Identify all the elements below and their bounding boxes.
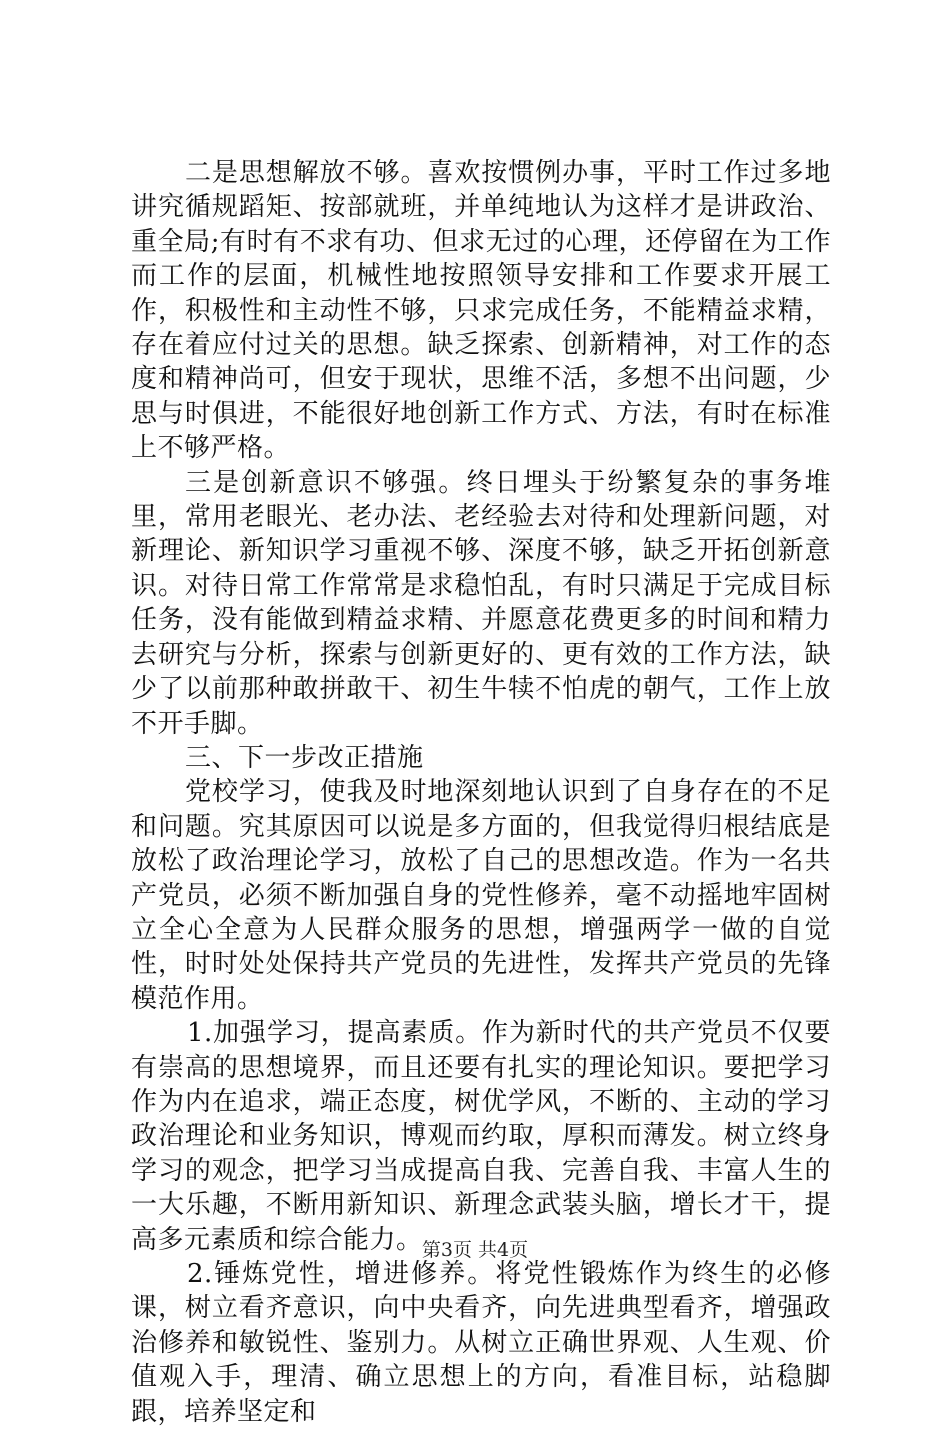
- page-footer: 第3页 共4页: [421, 1239, 529, 1261]
- paragraph-ideological-liberation: 二是思想解放不够。喜欢按惯例办事，平时工作过多地讲究循规蹈矩、按部就班，并单纯地认为这样才是讲政治、重全局;有时有不求有功、但求无过的心理，还停留在为工作而工作的层面，机械性地按照领导安排和工作要求开展工作，积极性和主动性不够，只求完成任务，不能精益求精，存在着应付过关的思想。缺乏探索、创新精神，对工作的态度和精神尚可，但安于现状，思维不活，多想不出问题，少思与时俱进，不能很好地创新工作方式、方法，有时在标准上不够严格。: [131, 158, 831, 464]
- paragraph-strengthen-study: 1.加强学习，提高素质。作为新时代的共产党员不仅要有崇高的思想境界，而且还要有扎实的理论知识。要把学习作为内在追求，端正态度，树优学风，不断的、主动的学习政治理论和业务知识，博观而约取，厚积而薄发。树立终身学习的观念，把学习当成提高自我、完善自我、丰富人生的一大乐趣，不断用新知识、新理念武装头脑，增长才干，提高多元素质和综合能力。: [131, 1018, 831, 1255]
- section-heading-next-steps: 三、下一步改正措施: [185, 742, 424, 773]
- paragraph-innovation-awareness: 三是创新意识不够强。终日埋头于纷繁复杂的事务堆里，常用老眼光、老办法、老经验去对待和处理新问题，对新理论、新知识学习重视不够、深度不够，缺乏开拓创新意识。对待日常工作常常是求稳怕乱，有时只满足于完成目标任务，没有能做到精益求精、并愿意花费更多的时间和精力去研究与分析，探索与创新更好的、更有效的工作方法，缺少了以前那种敢拼敢干、初生牛犊不怕虎的朝气，工作上放不开手脚。: [131, 467, 831, 739]
- paragraph-party-school-study: 党校学习，使我及时地深刻地认识到了自身存在的不足和问题。究其原因可以说是多方面的，但我觉得归根结底是放松了政治理论学习，放松了自己的思想改造。作为一名共产党员，必须不断加强自身的党性修养，毫不动摇地牢固树立全心全意为人民群众服务的思想，增强两学一做的自觉性，时时处处保持共产党员的先进性，发挥共产党员的先锋模范作用。: [131, 777, 831, 1014]
- paragraph-temper-party-spirit: 2.锤炼党性，增进修养。将党性锻炼作为终生的必修课，树立看齐意识，向中央看齐，向先进典型看齐，增强政治修养和敏锐性、鉴别力。从树立正确世界观、人生观、价值观入手，理清、确立思想上的方向，看准目标，站稳脚跟，培养坚定和: [131, 1259, 831, 1427]
